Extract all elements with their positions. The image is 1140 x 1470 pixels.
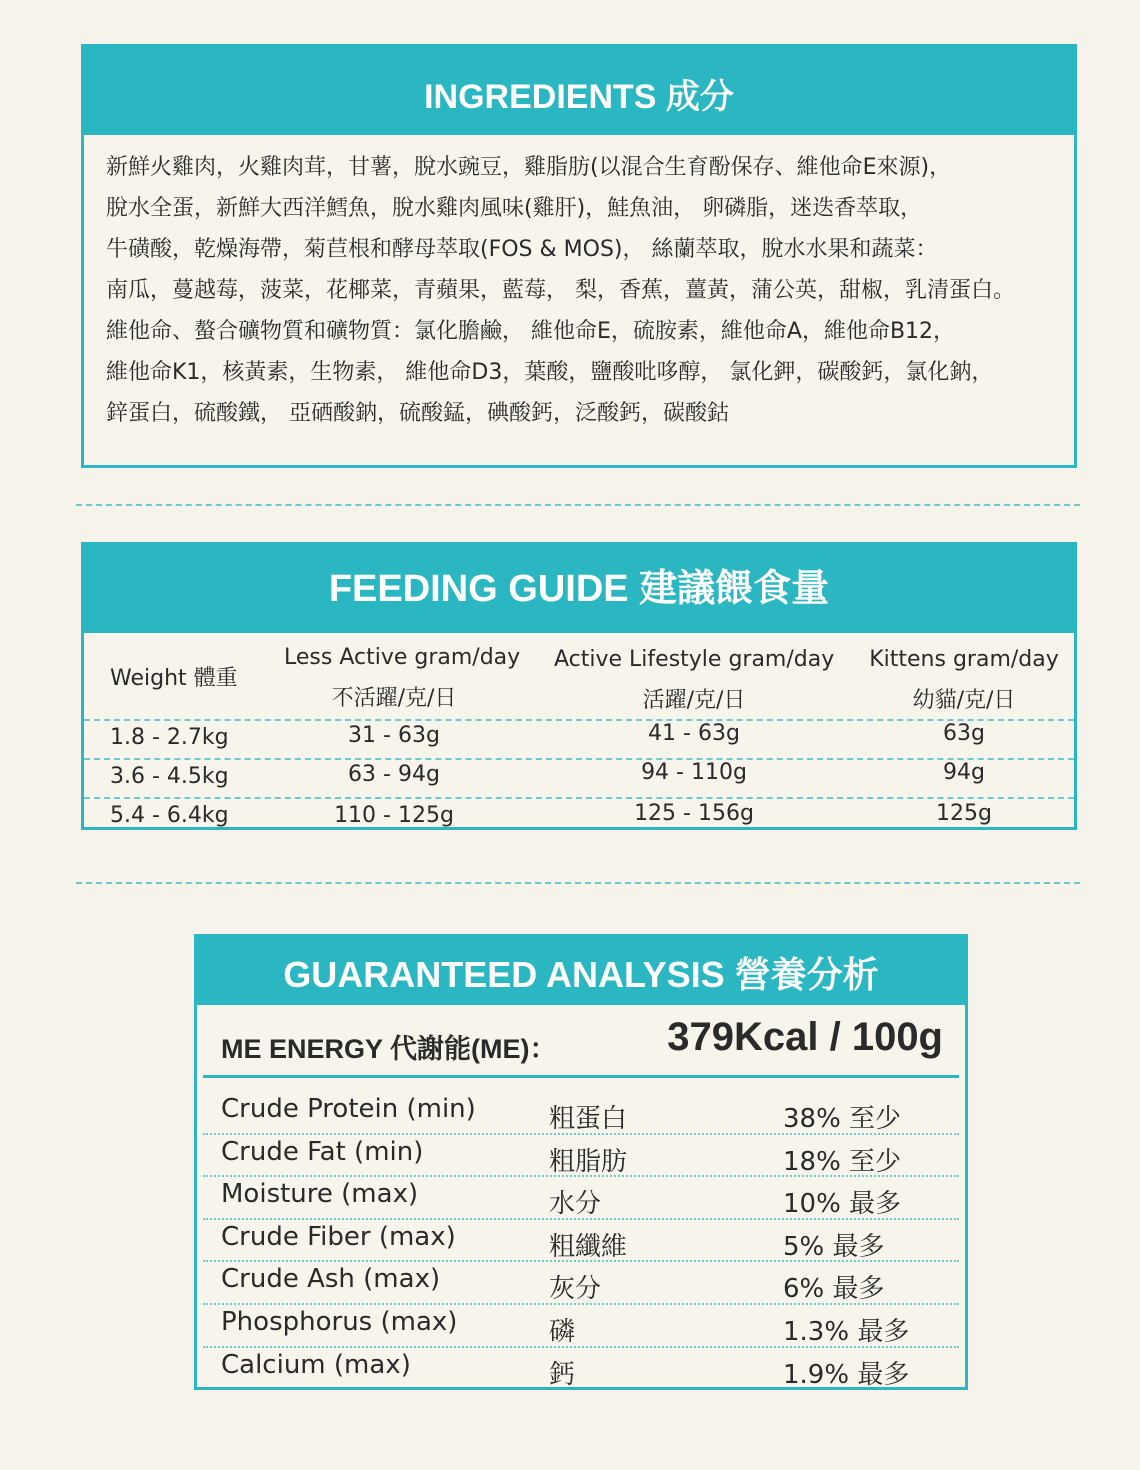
ingredients-line: 南瓜，蔓越莓，菠菜，花椰菜，青蘋果，藍莓， 梨，香蕉，薑黃，蒲公英，甜椒，乳清蛋白。 bbox=[106, 278, 1015, 303]
nutrient-en: Calcium (max) bbox=[221, 1349, 411, 1380]
feeding-table-header bbox=[84, 633, 1074, 719]
nutrient-zh: 粗蛋白 bbox=[549, 1104, 628, 1134]
cell-kittens: 125g bbox=[936, 801, 992, 826]
nutrient-value: 5% 最多 bbox=[783, 1231, 885, 1262]
list-item bbox=[203, 1305, 959, 1348]
ingredients-title: INGREDIENTS 成分 bbox=[84, 47, 1074, 135]
nutrient-en: Phosphorus (max) bbox=[221, 1306, 458, 1337]
energy-label: ME ENERGY 代謝能(ME)： bbox=[221, 1034, 557, 1064]
list-item bbox=[203, 1220, 959, 1263]
nutrient-value: 38% 至少 bbox=[783, 1104, 902, 1134]
list-item bbox=[203, 1348, 959, 1391]
section-divider bbox=[76, 504, 1080, 506]
table-row bbox=[84, 758, 1074, 797]
header-less-active-zh: 不活躍/克/日 bbox=[331, 686, 457, 711]
nutrient-en: Moisture (max) bbox=[221, 1179, 419, 1210]
nutrient-en: Crude Protein (min) bbox=[221, 1094, 476, 1124]
header-kittens-zh: 幼貓/克/日 bbox=[912, 688, 1016, 713]
table-row bbox=[84, 797, 1074, 836]
header-kittens: Kittens gram/day bbox=[869, 647, 1059, 672]
feeding-guide-title: FEEDING GUIDE 建議餵食量 bbox=[84, 545, 1074, 633]
ingredients-line: 維他命K1，核黃素，生物素， 維他命D3，葉酸，鹽酸吡哆醇， 氯化鉀，碳酸鈣，氯化鈉， bbox=[106, 360, 994, 385]
section-divider bbox=[76, 882, 1080, 884]
list-item bbox=[203, 1135, 959, 1178]
ingredients-line: 新鮮火雞肉，火雞肉茸，甘薯，脫水豌豆，雞脂肪(以混合生育酚保存、維他命E來源)， bbox=[106, 155, 952, 180]
ingredients-line: 鋅蛋白，硫酸鐵， 亞硒酸鈉，硫酸錳，碘酸鈣，泛酸鈣，碳酸鈷 bbox=[106, 401, 729, 426]
ingredients-line: 牛磺酸，乾燥海帶，菊苣根和酵母萃取(FOS & MOS)， 絲蘭萃取，脫水水果和蔬菜： bbox=[106, 237, 938, 262]
nutrient-zh: 灰分 bbox=[549, 1274, 602, 1305]
ingredients-panel bbox=[81, 44, 1077, 468]
guaranteed-analysis-panel bbox=[194, 934, 968, 1390]
nutrient-zh: 粗脂肪 bbox=[549, 1146, 628, 1177]
nutrient-value: 18% 至少 bbox=[783, 1146, 902, 1177]
analysis-list bbox=[203, 1078, 959, 1390]
energy-row bbox=[203, 1005, 959, 1078]
nutrient-value: 6% 最多 bbox=[783, 1274, 885, 1305]
table-row bbox=[84, 719, 1074, 758]
nutrient-en: Crude Ash (max) bbox=[221, 1264, 441, 1295]
nutrient-en: Crude Fat (min) bbox=[221, 1136, 424, 1167]
nutrient-value: 1.3% 最多 bbox=[783, 1316, 910, 1347]
nutrient-en: Crude Fiber (max) bbox=[221, 1221, 456, 1252]
energy-value: 379Kcal / 100g bbox=[667, 1015, 943, 1059]
nutrient-value: 10% 最多 bbox=[783, 1189, 902, 1220]
nutrient-zh: 水分 bbox=[549, 1189, 602, 1220]
cell-less-active: 31 - 63g bbox=[348, 723, 440, 748]
cell-less-active: 63 - 94g bbox=[348, 762, 440, 787]
nutrient-zh: 鈣 bbox=[549, 1359, 576, 1390]
ingredients-line: 脫水全蛋，新鮮大西洋鱈魚，脫水雞肉風味(雞肝)，鮭魚油， 卵磷脂，迷迭香萃取， bbox=[106, 196, 923, 221]
ingredients-body bbox=[84, 135, 1074, 434]
cell-weight: 1.8 - 2.7kg bbox=[110, 725, 229, 750]
cell-weight: 3.6 - 4.5kg bbox=[110, 764, 229, 789]
cell-active: 41 - 63g bbox=[648, 721, 740, 746]
cell-active: 125 - 156g bbox=[634, 801, 754, 826]
cell-less-active: 110 - 125g bbox=[334, 803, 454, 828]
list-item bbox=[203, 1092, 959, 1135]
list-item bbox=[203, 1262, 959, 1305]
cell-kittens: 63g bbox=[943, 721, 985, 746]
header-active-zh: 活躍/克/日 bbox=[642, 688, 746, 713]
ingredients-line: 維他命、螯合礦物質和礦物質：氯化膽鹼， 維他命E，硫胺素，維他命A，維他命B12， bbox=[106, 319, 956, 344]
analysis-title: GUARANTEED ANALYSIS 營養分析 bbox=[197, 937, 965, 1005]
cell-weight: 5.4 - 6.4kg bbox=[110, 803, 229, 828]
nutrient-zh: 粗纖維 bbox=[549, 1231, 628, 1262]
feeding-guide-panel bbox=[81, 542, 1077, 830]
cell-kittens: 94g bbox=[943, 760, 985, 785]
list-item bbox=[203, 1177, 959, 1220]
nutrient-zh: 磷 bbox=[549, 1316, 576, 1347]
cell-active: 94 - 110g bbox=[641, 760, 747, 785]
header-active: Active Lifestyle gram/day bbox=[554, 647, 835, 672]
header-weight: Weight 體重 bbox=[110, 666, 238, 691]
header-less-active: Less Active gram/day bbox=[284, 645, 521, 670]
nutrient-value: 1.9% 最多 bbox=[783, 1359, 910, 1390]
